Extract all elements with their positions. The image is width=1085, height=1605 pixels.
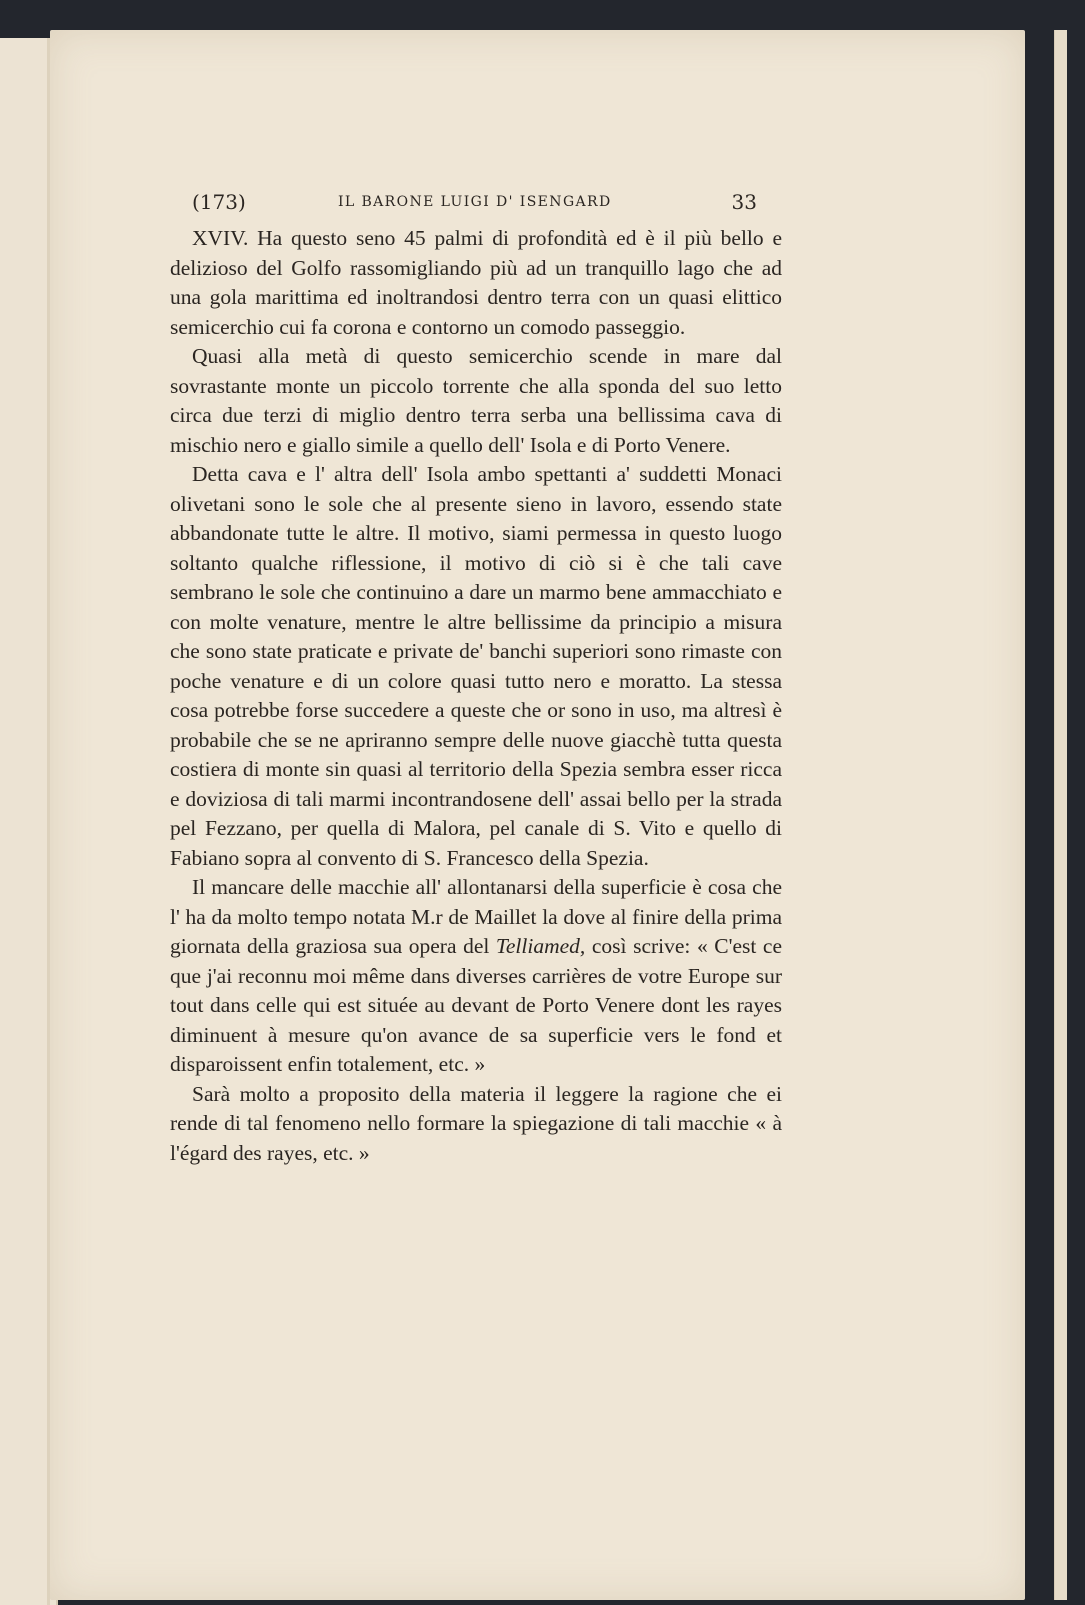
paragraph-4-text-a: Il mancare delle macchie all' allontanarsi della superficie è cosa che l' ha da molto tempo notata M.r de Maillet la dove al finire della prima giornata della graziosa sua opera del <box>170 875 782 958</box>
page-number: 33 <box>731 190 757 214</box>
running-title: IL BARONE LUIGI D' ISENGARD <box>338 194 612 210</box>
paragraph-5: Sarà molto a proposito della materia il leggere la ragione che ei rende di tal fenomeno nello formare la spiegazione di tali macchie « à l'égard des rayes, etc. » <box>170 1081 782 1165</box>
page-stack-edge <box>1054 30 1067 1600</box>
paragraph-1: XVIV. Ha questo seno 45 palmi di profondità ed è il più bello e delizioso del Golfo rassomigliando più ad un tranquillo lago che ad una gola marittima ed inoltrandosi dentro terra con un quasi elittico semicerchio cui fa corona e contorno un comodo passeggio. <box>170 226 782 339</box>
book-title-telliamed: Telliamed, <box>495 934 586 958</box>
paragraph-4 <box>170 873 782 1080</box>
paragraph-2: Quasi alla metà di questo semicerchio scende in mare dal sovrastante monte un piccolo torrente che alla sponda del suo letto circa due terzi di miglio dentro terra serba una bellissima cava di mischio nero e giallo simile a quello dell' Isola e di Porto Venere. <box>170 344 782 457</box>
paragraph-3: Detta cava e l' altra dell' Isola ambo spettanti a' suddetti Monaci olivetani sono le sole che al presente sieno in lavoro, essendo state abbandonate tutte le altre. Il motivo, siami permessa in questo luogo soltanto qualche riflessione, il motivo di ciò si è che tali cave sembrano le sole che continuino a dare un marmo bene ammacchiato e con molte venature, mentre le altre bellissime da principio a misura che sono state praticate e private de' banchi superiori sono rimaste con poche venature e di un colore quasi tutto nero e moratto. La stessa cosa potrebbe forse succedere a queste che or sono in uso, ma altresì è probabile che se ne apriranno sempre delle nuove giacchè tutta questa costiera di monte sin quasi al territorio della Spezia sembra esser ricca e doviziosa di tali marmi incontrandosene dell' assai bello per la strada pel Fezzano, per quella di Malora, pel canale di S. Vito e quello di Fabiano sopra al convento di S. Francesco della Spezia. <box>170 462 782 870</box>
body-text <box>170 224 782 1168</box>
running-head <box>192 190 757 222</box>
paragraph-4-text-b: così scrive: « C'est ce que j'ai reconnu moi même dans diverses carrières de votre Europe sur tout dans celle qui est située au devant de Porto Venere dont les rayes diminuent à mesure qu'on avance de sa superficie vers le fond et disparoissent enfin totalement, etc. » <box>170 934 782 1076</box>
section-number: (173) <box>192 190 246 214</box>
